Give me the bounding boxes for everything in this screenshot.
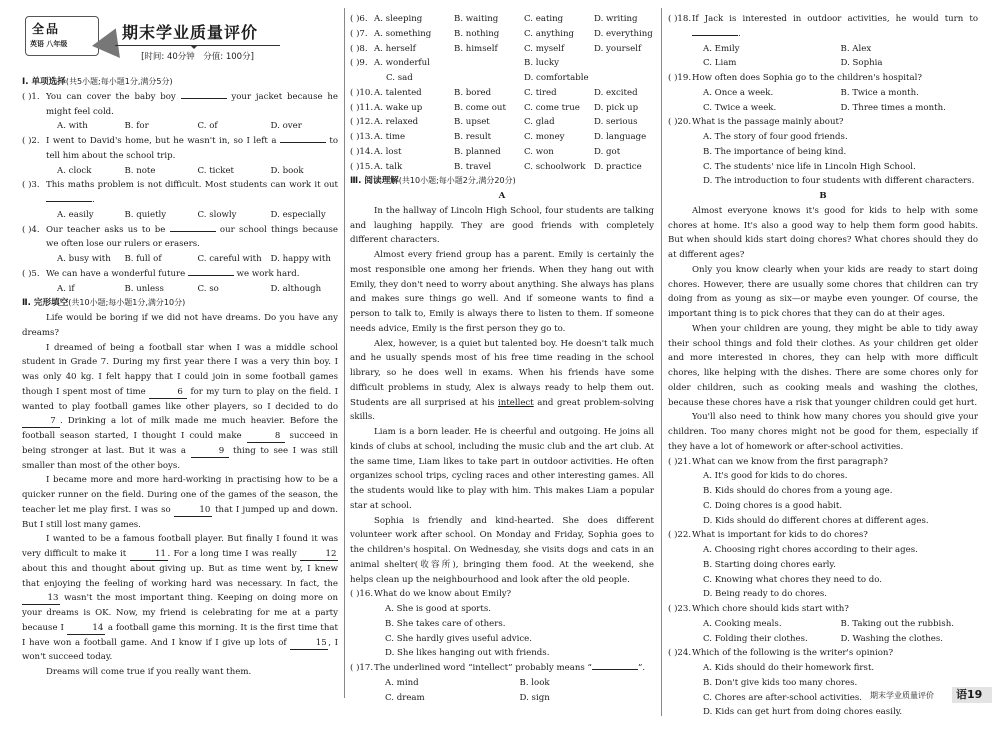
option: B. waiting	[454, 14, 499, 24]
option: D. Kids can get hurt from doing chores easily.	[703, 707, 903, 718]
question-16	[350, 587, 654, 661]
answer-slot[interactable]: ( )23.	[668, 604, 692, 614]
paragraph: Only you know clearly when your kids are ready to start doing chores. However, there are usually some chores that children can try doing from as young as six—or maybe even younger. Of course, the important thing is to pick chores that they can do at their ages.	[668, 264, 978, 319]
option: B. nothing	[454, 28, 500, 39]
answer-slot[interactable]: ( )7.	[350, 28, 368, 39]
option: D. especially	[270, 209, 326, 220]
option: B. note	[124, 165, 156, 176]
stem-text: The underlined word “intellect” probably means “	[374, 663, 592, 673]
option: A. wake up	[374, 102, 423, 113]
option: A. relaxed	[374, 117, 419, 128]
cloze-question-7	[350, 27, 654, 42]
blank	[170, 231, 216, 232]
option: C. sad	[386, 73, 413, 83]
option: C. schoolwork	[524, 161, 586, 172]
column-2	[350, 12, 654, 705]
paragraph: When your children are young, they might be able to tidy away their school things and fold their clothes. As your children get older and more interested in chores, they can help with more difficult chores, like helping with the dishes. There are some chores only for older children, such as cooking meals and washing the clothes, because these chores have a risk that younger children could get hurt.	[668, 323, 978, 408]
option: C. of	[197, 121, 218, 132]
option: A. Choosing right chores according to their ages.	[703, 545, 918, 555]
option: A. It's good for kids to do chores.	[703, 471, 848, 482]
option: D. She likes hanging out with friends.	[385, 648, 550, 659]
column-divider	[661, 8, 662, 716]
underlined-word: intellect	[498, 397, 534, 408]
option: D. got	[594, 146, 621, 157]
answer-slot[interactable]: ( )16.	[350, 589, 374, 600]
blank	[46, 201, 92, 202]
stem-text: .	[92, 195, 95, 205]
answer-slot[interactable]: ( )10.	[350, 87, 374, 98]
question-4	[22, 223, 338, 267]
blank-14: 14	[67, 623, 105, 635]
section-note: (共5小题;每小题1分,满分5分)	[65, 77, 173, 86]
cloze-question-9-cont	[350, 71, 654, 86]
option: B. travel	[454, 161, 492, 172]
answer-slot[interactable]: ( )21.	[668, 456, 692, 467]
question-5	[22, 267, 338, 297]
option: D. Being ready to do chores.	[703, 589, 827, 600]
paragraph: Sophia is friendly and kind-hearted. She does different volunteer work after school. On Monday and Friday, Sophia goes to the children's hospital. On Wednesday, she visits dogs and cats in an animal shelter(收容所), bringing them food. At the weekend, she helps clean up the neighbourhood and look after the old people.	[350, 515, 654, 585]
option: D. Three times a month.	[840, 102, 946, 113]
paragraph: You'll also need to think how many chores you should give your children. Too many chores might not be good for them, especially if they have a lot of homework or after-school activities.	[668, 412, 978, 452]
question-2	[22, 134, 338, 178]
footer-label: 期末学业质量评价	[870, 691, 934, 700]
option: B. quietly	[124, 209, 167, 220]
option: C. Twice a week.	[703, 102, 777, 113]
answer-slot[interactable]: ( )5.	[22, 268, 40, 279]
option: A. lost	[374, 146, 402, 157]
option: B. unless	[124, 283, 164, 294]
option: A. clock	[57, 165, 92, 176]
stem-text: We can have a wonderful future	[46, 268, 186, 279]
option: A. sleeping	[374, 14, 423, 24]
blank-7: 7	[22, 416, 60, 428]
cloze-question-9	[350, 56, 654, 71]
cloze-question-6	[350, 12, 654, 27]
blank	[592, 669, 638, 670]
answer-slot[interactable]: ( )14.	[350, 146, 374, 157]
option: D. over	[270, 121, 302, 132]
option: B. She takes care of others.	[385, 618, 506, 629]
paragraph: In the hallway of Lincoln High School, four students are talking and laughing happily. They are good friends with completely different characters.	[350, 205, 654, 246]
answer-slot[interactable]: ( )9.	[350, 58, 368, 69]
stem-text: .	[738, 28, 741, 39]
option: C. money	[524, 132, 565, 142]
option: C. Folding their clothes.	[703, 633, 808, 644]
answer-slot[interactable]: ( )13.	[350, 132, 374, 142]
option: C. anything	[524, 28, 575, 39]
column-divider	[344, 8, 345, 698]
answer-slot[interactable]: ( )18.	[668, 14, 692, 24]
option: D. serious	[594, 117, 638, 128]
option: D. pick up	[594, 102, 639, 113]
cloze-question-15	[350, 160, 654, 175]
option: B. The importance of being kind.	[703, 146, 847, 157]
stem-text: Which of the following is the writer's opinion?	[692, 648, 894, 659]
page-title: 期末学业质量评价	[121, 23, 258, 42]
paragraph: Life would be boring if we did not have dreams. Do you have any dreams?	[22, 313, 338, 338]
cloze-question-8	[350, 42, 654, 57]
answer-slot[interactable]: ( )22.	[668, 530, 692, 541]
option: D. Sophia	[840, 58, 883, 69]
option: B. Twice a month.	[840, 87, 919, 98]
section-title: Ⅱ. 完形填空	[22, 298, 69, 309]
blank-12: 12	[300, 549, 338, 561]
stem-text: This maths problem is not difficult. Most students can work it out	[46, 180, 338, 191]
cloze-question-13	[350, 130, 654, 145]
question-23	[668, 602, 978, 646]
option: B. Taking out the rubbish.	[840, 618, 954, 629]
question-19	[668, 71, 978, 115]
option: D. language	[594, 132, 647, 142]
option: D. everything	[594, 28, 653, 39]
paragraph: Dreams will come true if you really want them.	[46, 667, 252, 677]
blank-11: 11	[130, 549, 168, 561]
option: B. Starting doing chores early.	[703, 559, 836, 570]
option: D. practice	[594, 161, 642, 172]
column-1	[22, 75, 338, 680]
option: D. The introduction to four students with different characters.	[703, 176, 975, 187]
option: C. ticket	[197, 165, 234, 176]
answer-slot[interactable]: ( )20.	[668, 117, 692, 128]
stem-text: You can cover the baby boy	[46, 91, 176, 102]
question-3	[22, 178, 338, 222]
option: A. time	[374, 132, 406, 142]
answer-slot[interactable]: ( )3.	[22, 180, 40, 191]
option: D. sign	[519, 692, 550, 703]
option: B. result	[454, 132, 492, 142]
stem-text: your jacket because he might feel cold.	[46, 91, 339, 117]
option: B. look	[519, 677, 550, 688]
answer-slot[interactable]: ( )6.	[350, 14, 368, 24]
section-3-heading	[350, 174, 654, 189]
logo-subject-grade: 英语 八年级	[30, 40, 68, 48]
exam-meta: [时间: 40分钟 分值: 100分]	[141, 52, 254, 62]
option: D. writing	[594, 14, 638, 24]
answer-slot[interactable]: ( )24.	[668, 648, 692, 659]
option: D. book	[270, 165, 304, 176]
option: D. comfortable	[524, 73, 589, 83]
option: C. Knowing what chores they need to do.	[703, 574, 883, 585]
option: B. lucky	[524, 58, 559, 69]
blank	[692, 35, 738, 36]
option: D. excited	[594, 87, 638, 98]
answer-slot[interactable]: ( )12.	[350, 117, 374, 128]
answer-slot[interactable]: ( )1.	[22, 91, 40, 102]
option: A. Cooking meals.	[703, 618, 782, 629]
option: A. Once a week.	[703, 87, 774, 98]
option: A. something	[374, 28, 432, 39]
option: D. happy with	[270, 254, 331, 264]
publisher-logo	[25, 16, 99, 56]
option: C. slowly	[197, 209, 237, 220]
question-20	[668, 115, 978, 189]
option: C. come true	[524, 102, 580, 113]
option: A. talk	[374, 161, 403, 172]
option: C. careful with	[197, 254, 262, 264]
option: C. She hardly gives useful advice.	[385, 633, 532, 644]
option: A. with	[57, 121, 88, 132]
option: D. although	[270, 283, 322, 294]
paragraph: Liam is a born leader. He is cheerful and outgoing. He joins all kinds of clubs at school, including the music club and the art club. At the same time, Liam likes to take part in outdoor activities. He often organizes school trips, cycling races and other interesting games. All the students would like to play with him. This makes Liam a popular star at school.	[350, 427, 654, 511]
option: C. The students' nice life in Lincoln High School.	[703, 161, 916, 172]
blank	[280, 142, 326, 143]
option: C. Liam	[703, 58, 737, 69]
option: A. wonderful	[374, 58, 430, 69]
option: A. herself	[374, 43, 416, 54]
option: B. upset	[454, 117, 490, 128]
cloze-choices	[350, 12, 654, 174]
option: C. eating	[524, 14, 564, 24]
option: C. Doing chores is a good habit.	[703, 500, 843, 511]
paragraph: I became more and more hard-working in practising how to be a quicker runner on the field. During one of the games of the season, the teacher let me play first. I was so 10 that I jumped up and down. But I still lost many games.	[22, 475, 338, 530]
cloze-question-14	[350, 145, 654, 160]
blank-9: 9	[191, 446, 229, 458]
stem-text: If Jack is interested in outdoor activities, he would turn to	[692, 14, 978, 24]
option: A. Kids should do their homework first.	[703, 663, 875, 673]
blank-13: 13	[22, 593, 60, 605]
answer-slot[interactable]: ( )11.	[350, 102, 374, 113]
option: C. won	[524, 146, 554, 157]
stem-text: I went to David's home, but he wasn't in, so I left a	[46, 136, 277, 146]
option: B. Kids should do chores from a young age.	[703, 486, 893, 496]
stem-text: What is important for kids to do chores?	[692, 530, 868, 541]
option: D. Kids should do different chores at different ages.	[703, 515, 929, 526]
paragraph: Alex, however, is a quiet but talented boy. He doesn't talk much and he usually spends most of his free time reading in the school library, so he does well in exams. When his friends have some difficult problems in study, Alex is always ready to help them out. Students are all surprised at his intellect and great problem-solving skills.	[350, 338, 655, 423]
section-title: Ⅲ. 阅读理解	[350, 176, 399, 187]
paragraph: I dreamed of being a football star when I was a middle school student in Grade 7. During my first year there I was a very thin boy. I was only 40 kg. I felt happy that I could join in some football games though I spent most of time 6 for my turn to play on the field. I wanted to play football games like other players, so I decided to do 7 . Drinking a lot of milk made me much heavier. Before the football season started, I thought I could make 8 succeed in being stronger at last. But it was a 9 thing to see I was still smaller than most of the other boys.	[22, 342, 339, 471]
passage-b-label: B	[819, 191, 827, 201]
stem-text: What can we know from the first paragraph?	[692, 456, 888, 467]
question-22	[668, 528, 978, 602]
option: B. bored	[454, 87, 492, 98]
option: B. Alex	[840, 43, 872, 54]
cloze-passage	[22, 311, 338, 680]
answer-slot[interactable]: ( )2.	[22, 136, 40, 146]
passage-a-label: A	[498, 191, 506, 201]
option: B. full of	[124, 254, 162, 264]
blank-15: 15	[290, 638, 328, 650]
cloze-question-12	[350, 115, 654, 130]
option: C. so	[197, 283, 219, 294]
option: C. myself	[524, 43, 565, 54]
answer-slot[interactable]: ( )15.	[350, 161, 374, 172]
option: C. glad	[524, 117, 555, 128]
option: A. easily	[57, 209, 94, 220]
option: D. yourself	[594, 43, 642, 54]
stem-text: Our teacher asks us to be	[46, 224, 166, 235]
question-1	[22, 90, 338, 134]
answer-slot[interactable]: ( )17.	[350, 663, 374, 673]
stem-text: How often does Sophia go to the children's hospital?	[692, 73, 922, 83]
option: D. Washing the clothes.	[840, 633, 943, 644]
option: A. The story of four good friends.	[703, 132, 848, 142]
stem-text: What is the passage mainly about?	[692, 117, 844, 128]
option: A. Emily	[703, 43, 740, 54]
option: A. talented	[374, 87, 422, 98]
title-notch-icon	[190, 45, 198, 49]
page-number: 语19	[952, 687, 992, 703]
section-note: (共10小题;每小题1分,满分10分)	[68, 298, 186, 308]
paragraph: I wanted to be a famous football player. But finally I found it was very difficult to make it 11 . For a long time I was really 12 about this and thought about giving up. But as time went by, I knew that enjoying the feeling of working hard was necessary. In fact, the 13 wasn't the most important thing. Keeping on doing more on your dreams is OK. Now, my friend is celebrating for me at a party because I 14 a football game this morning. It is the first time that I have won a football game. And I know if I give up lots of 15 , I won't succeed today.	[22, 534, 338, 663]
option: B. for	[124, 121, 149, 132]
option: A. if	[57, 283, 75, 294]
paragraph: Almost every friend group has a parent. Emily is certainly the most responsible one among her friends. When they hang out with Emily, they don't need to worry about anything. She always has plans and makes sure things go well. And if someone wants to find a person to talk to, Emily is always there to listen to them. If someone needs advice, Emily is the first person they go to.	[350, 250, 654, 334]
stem-text: Which chore should kids start with?	[692, 604, 849, 614]
option: B. Don't give kids too many chores.	[703, 677, 858, 688]
stem-text: to tell him about the school trip.	[46, 136, 339, 161]
column-3	[668, 12, 978, 720]
cloze-question-11	[350, 101, 654, 116]
question-18	[668, 12, 978, 71]
option: A. mind	[385, 677, 419, 688]
answer-slot[interactable]: ( )4.	[22, 224, 40, 235]
blank	[181, 98, 227, 99]
logo-brand: 全品	[32, 22, 61, 36]
question-17	[350, 661, 654, 705]
stem-text: What do we know about Emily?	[374, 589, 512, 600]
blank-10: 10	[174, 505, 212, 517]
question-24	[668, 646, 978, 720]
stem-text: we work hard.	[236, 268, 300, 279]
option: C. Chores are after-school activities.	[703, 692, 863, 703]
option: A. She is good at sports.	[385, 604, 491, 614]
option: B. come out	[454, 102, 506, 113]
answer-slot[interactable]: ( )8.	[350, 43, 368, 54]
blank-6: 6	[149, 387, 187, 399]
paragraph: Almost everyone knows it's good for kids to help with some chores at home. It's also a good way to help them form good habits. But when should kids start doing chores? What chores should they do at different ages?	[668, 205, 978, 260]
answer-slot[interactable]: ( )19.	[668, 73, 692, 83]
blank	[188, 275, 234, 276]
option: B. planned	[454, 146, 501, 157]
section-2-heading	[22, 296, 338, 311]
question-21	[668, 455, 978, 529]
section-1-heading	[22, 75, 338, 90]
blank-8: 8	[247, 431, 285, 443]
option: C. tired	[524, 87, 557, 98]
cloze-question-10	[350, 86, 654, 101]
stem-text: ”.	[637, 663, 646, 673]
stem-text: our school things because we often lose our rulers or erasers.	[46, 224, 339, 250]
option: B. himself	[454, 43, 498, 54]
section-note: (共10小题;每小题2分,满分20分)	[398, 176, 516, 186]
option: A. busy with	[57, 254, 111, 264]
option: C. dream	[385, 692, 425, 703]
section-title: Ⅰ. 单项选择	[22, 77, 66, 87]
